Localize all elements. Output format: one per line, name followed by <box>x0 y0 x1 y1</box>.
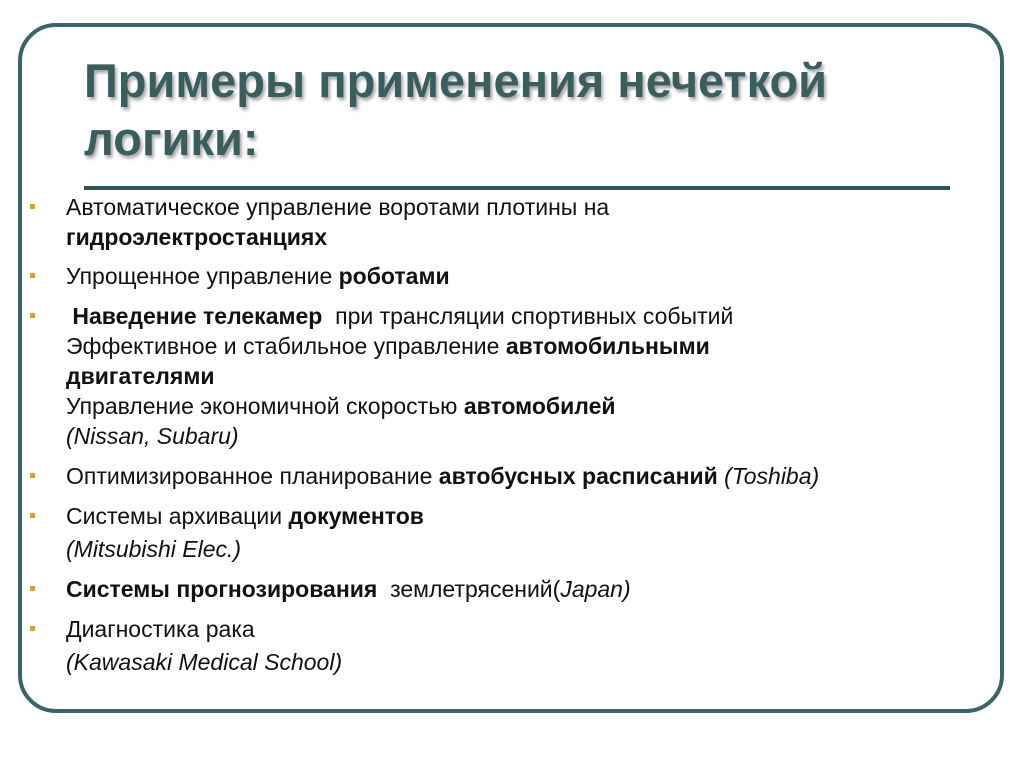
list-item <box>0 301 1024 451</box>
item-text-bold: Наведение телекамер <box>66 303 323 329</box>
list-item <box>0 192 1024 252</box>
square-bullet-icon <box>30 626 35 631</box>
list-item <box>0 574 1024 604</box>
item-text: Упрощенное управление <box>66 263 339 289</box>
item-text: землетрясений( <box>377 576 561 602</box>
square-bullet-icon <box>30 473 35 478</box>
list-item <box>0 261 1024 291</box>
list-item <box>0 501 1024 564</box>
item-text: Системы архивации <box>66 503 289 529</box>
item-text: Управление экономичной скоростью <box>66 393 464 419</box>
item-text: Автоматическое управление воротами плотины на <box>66 194 610 220</box>
item-text-bold: Системы прогнозирования <box>66 576 378 602</box>
item-text-bold: автомобильными <box>505 333 710 359</box>
item-text-bold: двигателями <box>66 363 215 389</box>
title-underline <box>84 186 950 190</box>
list-item <box>0 461 1024 491</box>
item-text: при трансляции спортивных событий <box>322 303 734 329</box>
item-text: Оптимизированное планирование <box>66 463 439 489</box>
square-bullet-icon <box>30 513 35 518</box>
item-text-italic: (Toshiba) <box>717 463 820 489</box>
item-text-bold: автобусных расписаний <box>438 463 718 489</box>
square-bullet-icon <box>30 204 35 209</box>
item-text-bold: роботами <box>338 263 450 289</box>
item-text: Диагностика рака <box>66 616 255 642</box>
item-text-italic: (Mitsubishi Elec.) <box>66 536 242 562</box>
item-text-italic: (Nissan, Subaru) <box>66 423 239 449</box>
square-bullet-icon <box>30 313 35 318</box>
list-item <box>0 614 1024 677</box>
item-text: Эффективное и стабильное управление <box>66 333 506 359</box>
bullet-list <box>0 192 1024 688</box>
item-text-bold: документов <box>288 503 424 529</box>
item-text-italic: Japan) <box>560 576 631 602</box>
item-text-bold: автомобилей <box>463 393 616 419</box>
square-bullet-icon <box>30 586 35 591</box>
item-text-bold: гидроэлектростанциях <box>66 224 328 250</box>
slide-title: Примеры применения нечеткой логики: <box>84 54 828 165</box>
item-text-italic: (Kawasaki Medical School) <box>66 649 343 675</box>
square-bullet-icon <box>30 273 35 278</box>
